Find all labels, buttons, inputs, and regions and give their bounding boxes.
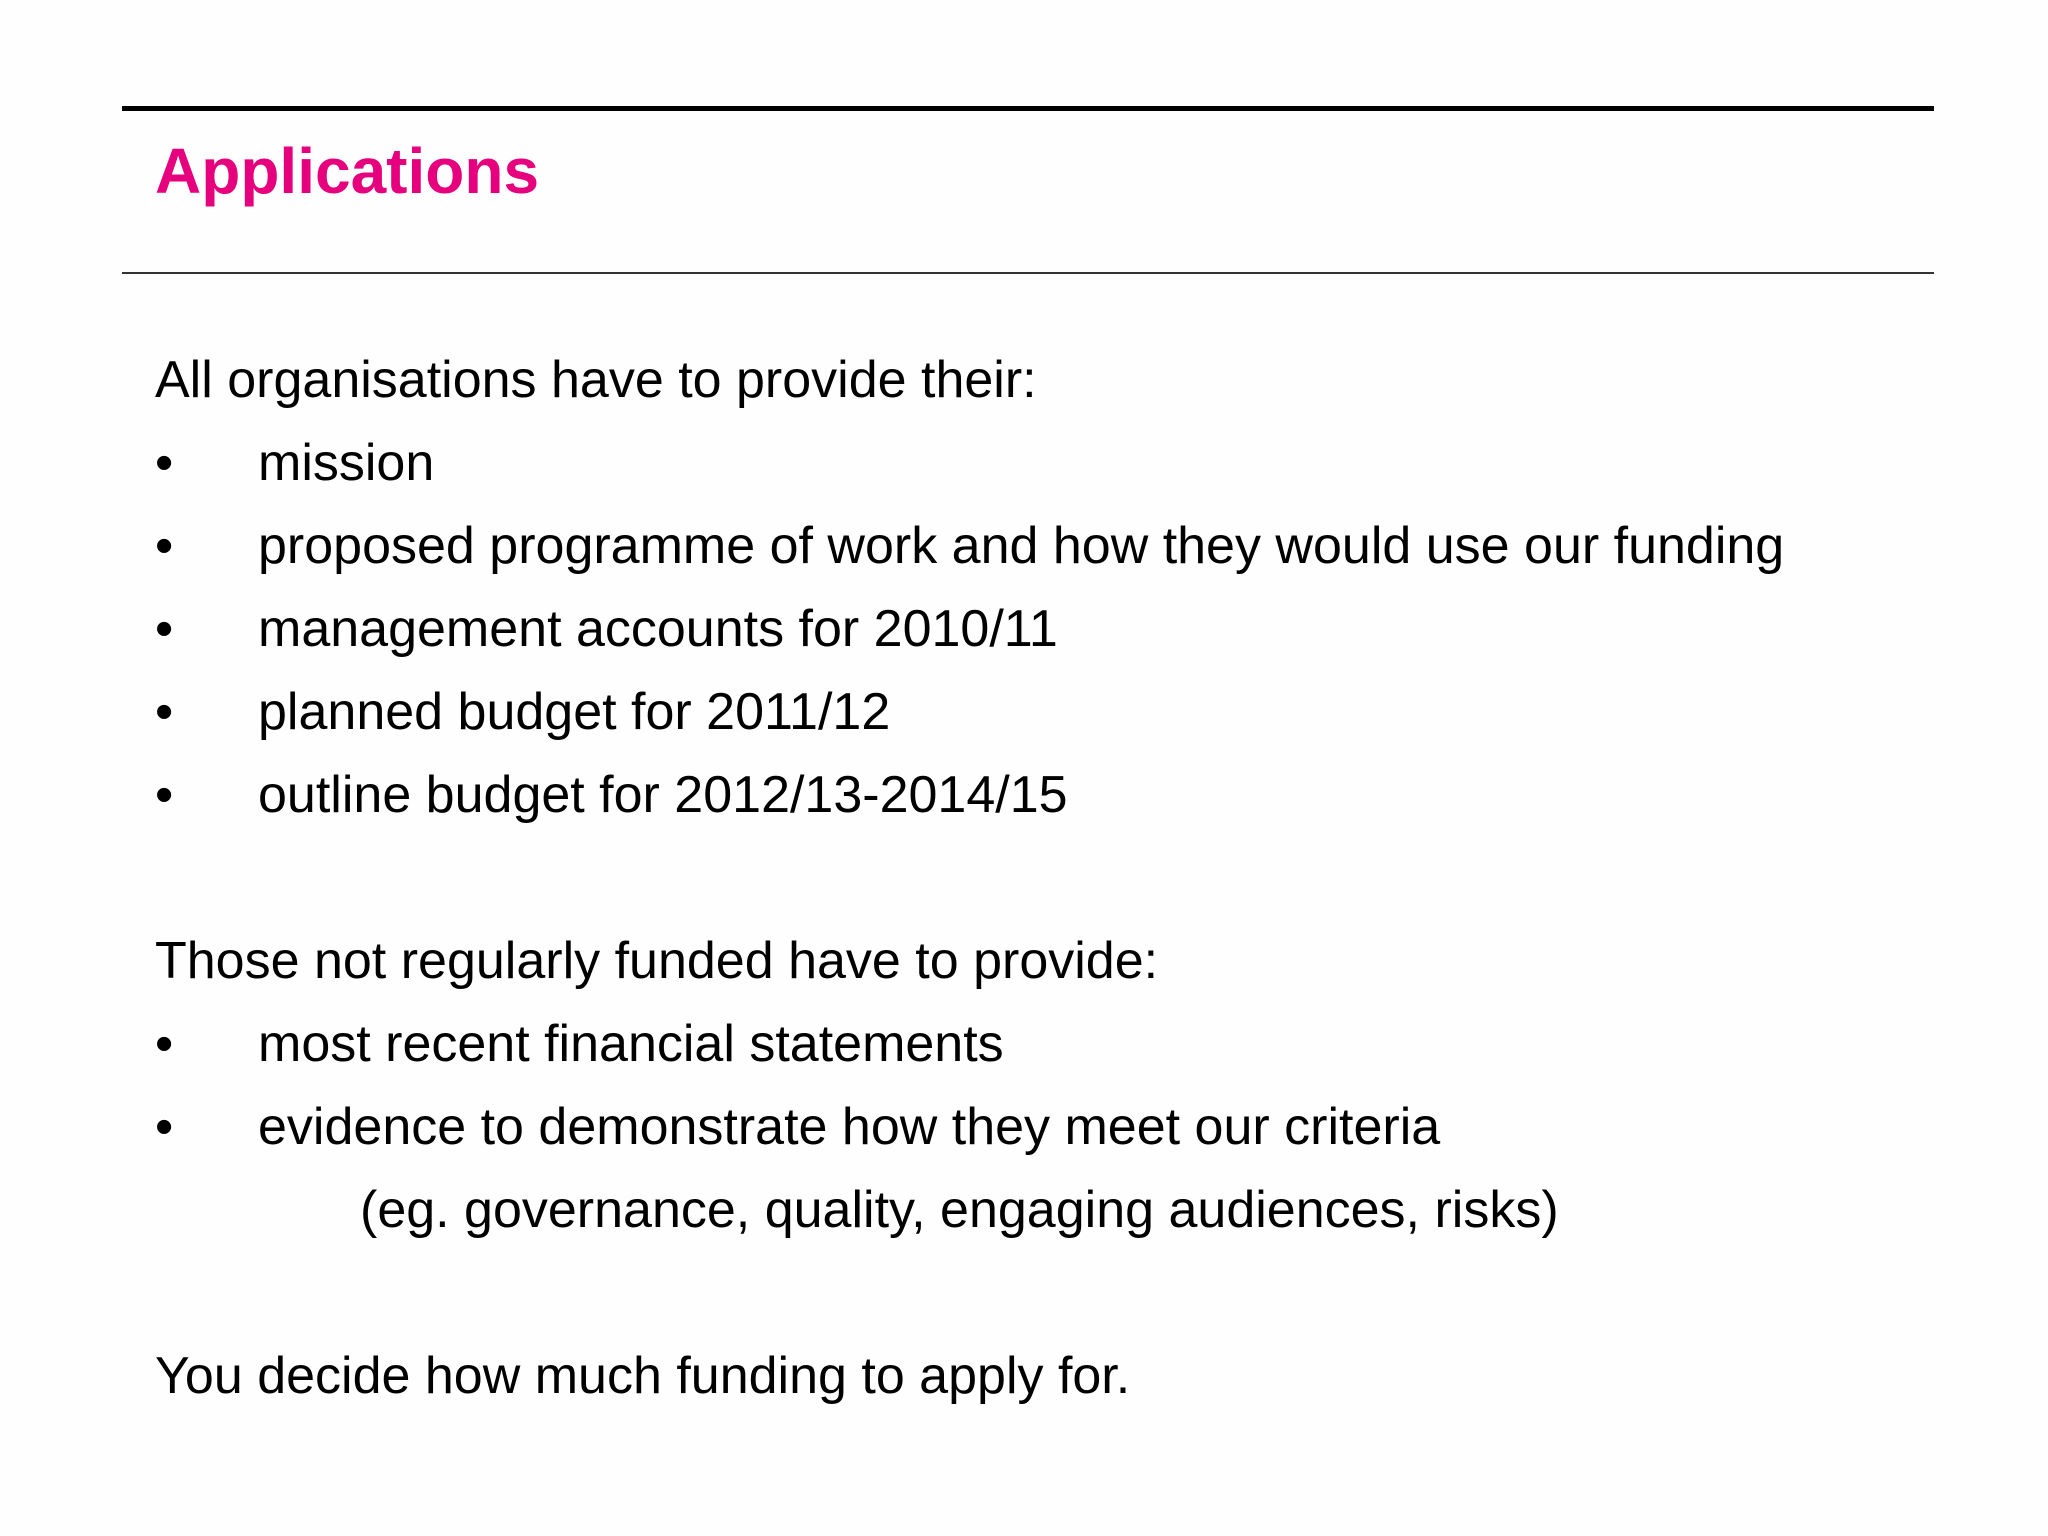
bullet-text: proposed programme of work and how they would use our funding	[258, 517, 1785, 575]
closing-statement: You decide how much funding to apply for.	[155, 1347, 1131, 1405]
section2-bullet-item	[155, 1092, 1945, 1175]
section1-bullet-item	[155, 760, 1945, 843]
section1-bullet-item	[155, 677, 1945, 760]
title-top-rule	[122, 106, 1934, 111]
slide-body	[155, 345, 1945, 1424]
section1-bullet-item	[155, 428, 1945, 511]
bullet-text: evidence to demonstrate how they meet our criteria	[258, 1098, 1441, 1156]
bullet-icon: •	[155, 766, 174, 824]
slide-title: Applications	[155, 135, 540, 207]
bullet-icon: •	[155, 1098, 174, 1156]
spacer	[155, 843, 1945, 926]
criteria-sub-note: (eg. governance, quality, engaging audiences, risks)	[360, 1181, 1559, 1239]
bullet-text: management accounts for 2010/11	[258, 600, 1058, 658]
spacer	[155, 1258, 1945, 1341]
bullet-text: most recent financial statements	[258, 1015, 1004, 1073]
section2-bullet-item	[155, 1009, 1945, 1092]
bullet-text: mission	[258, 434, 435, 492]
bullet-icon: •	[155, 683, 174, 741]
section1-bullet-item	[155, 511, 1945, 594]
bullet-icon: •	[155, 600, 174, 658]
title-bottom-rule	[122, 272, 1934, 274]
section1-bullet-item	[155, 594, 1945, 677]
bullet-icon: •	[155, 517, 174, 575]
bullet-icon: •	[155, 434, 174, 492]
section2-intro: Those not regularly funded have to provide:	[155, 932, 1159, 990]
section1-intro: All organisations have to provide their:	[155, 351, 1037, 409]
bullet-text: planned budget for 2011/12	[258, 683, 891, 741]
bullet-icon: •	[155, 1015, 174, 1073]
bullet-text: outline budget for 2012/13-2014/15	[258, 766, 1068, 824]
